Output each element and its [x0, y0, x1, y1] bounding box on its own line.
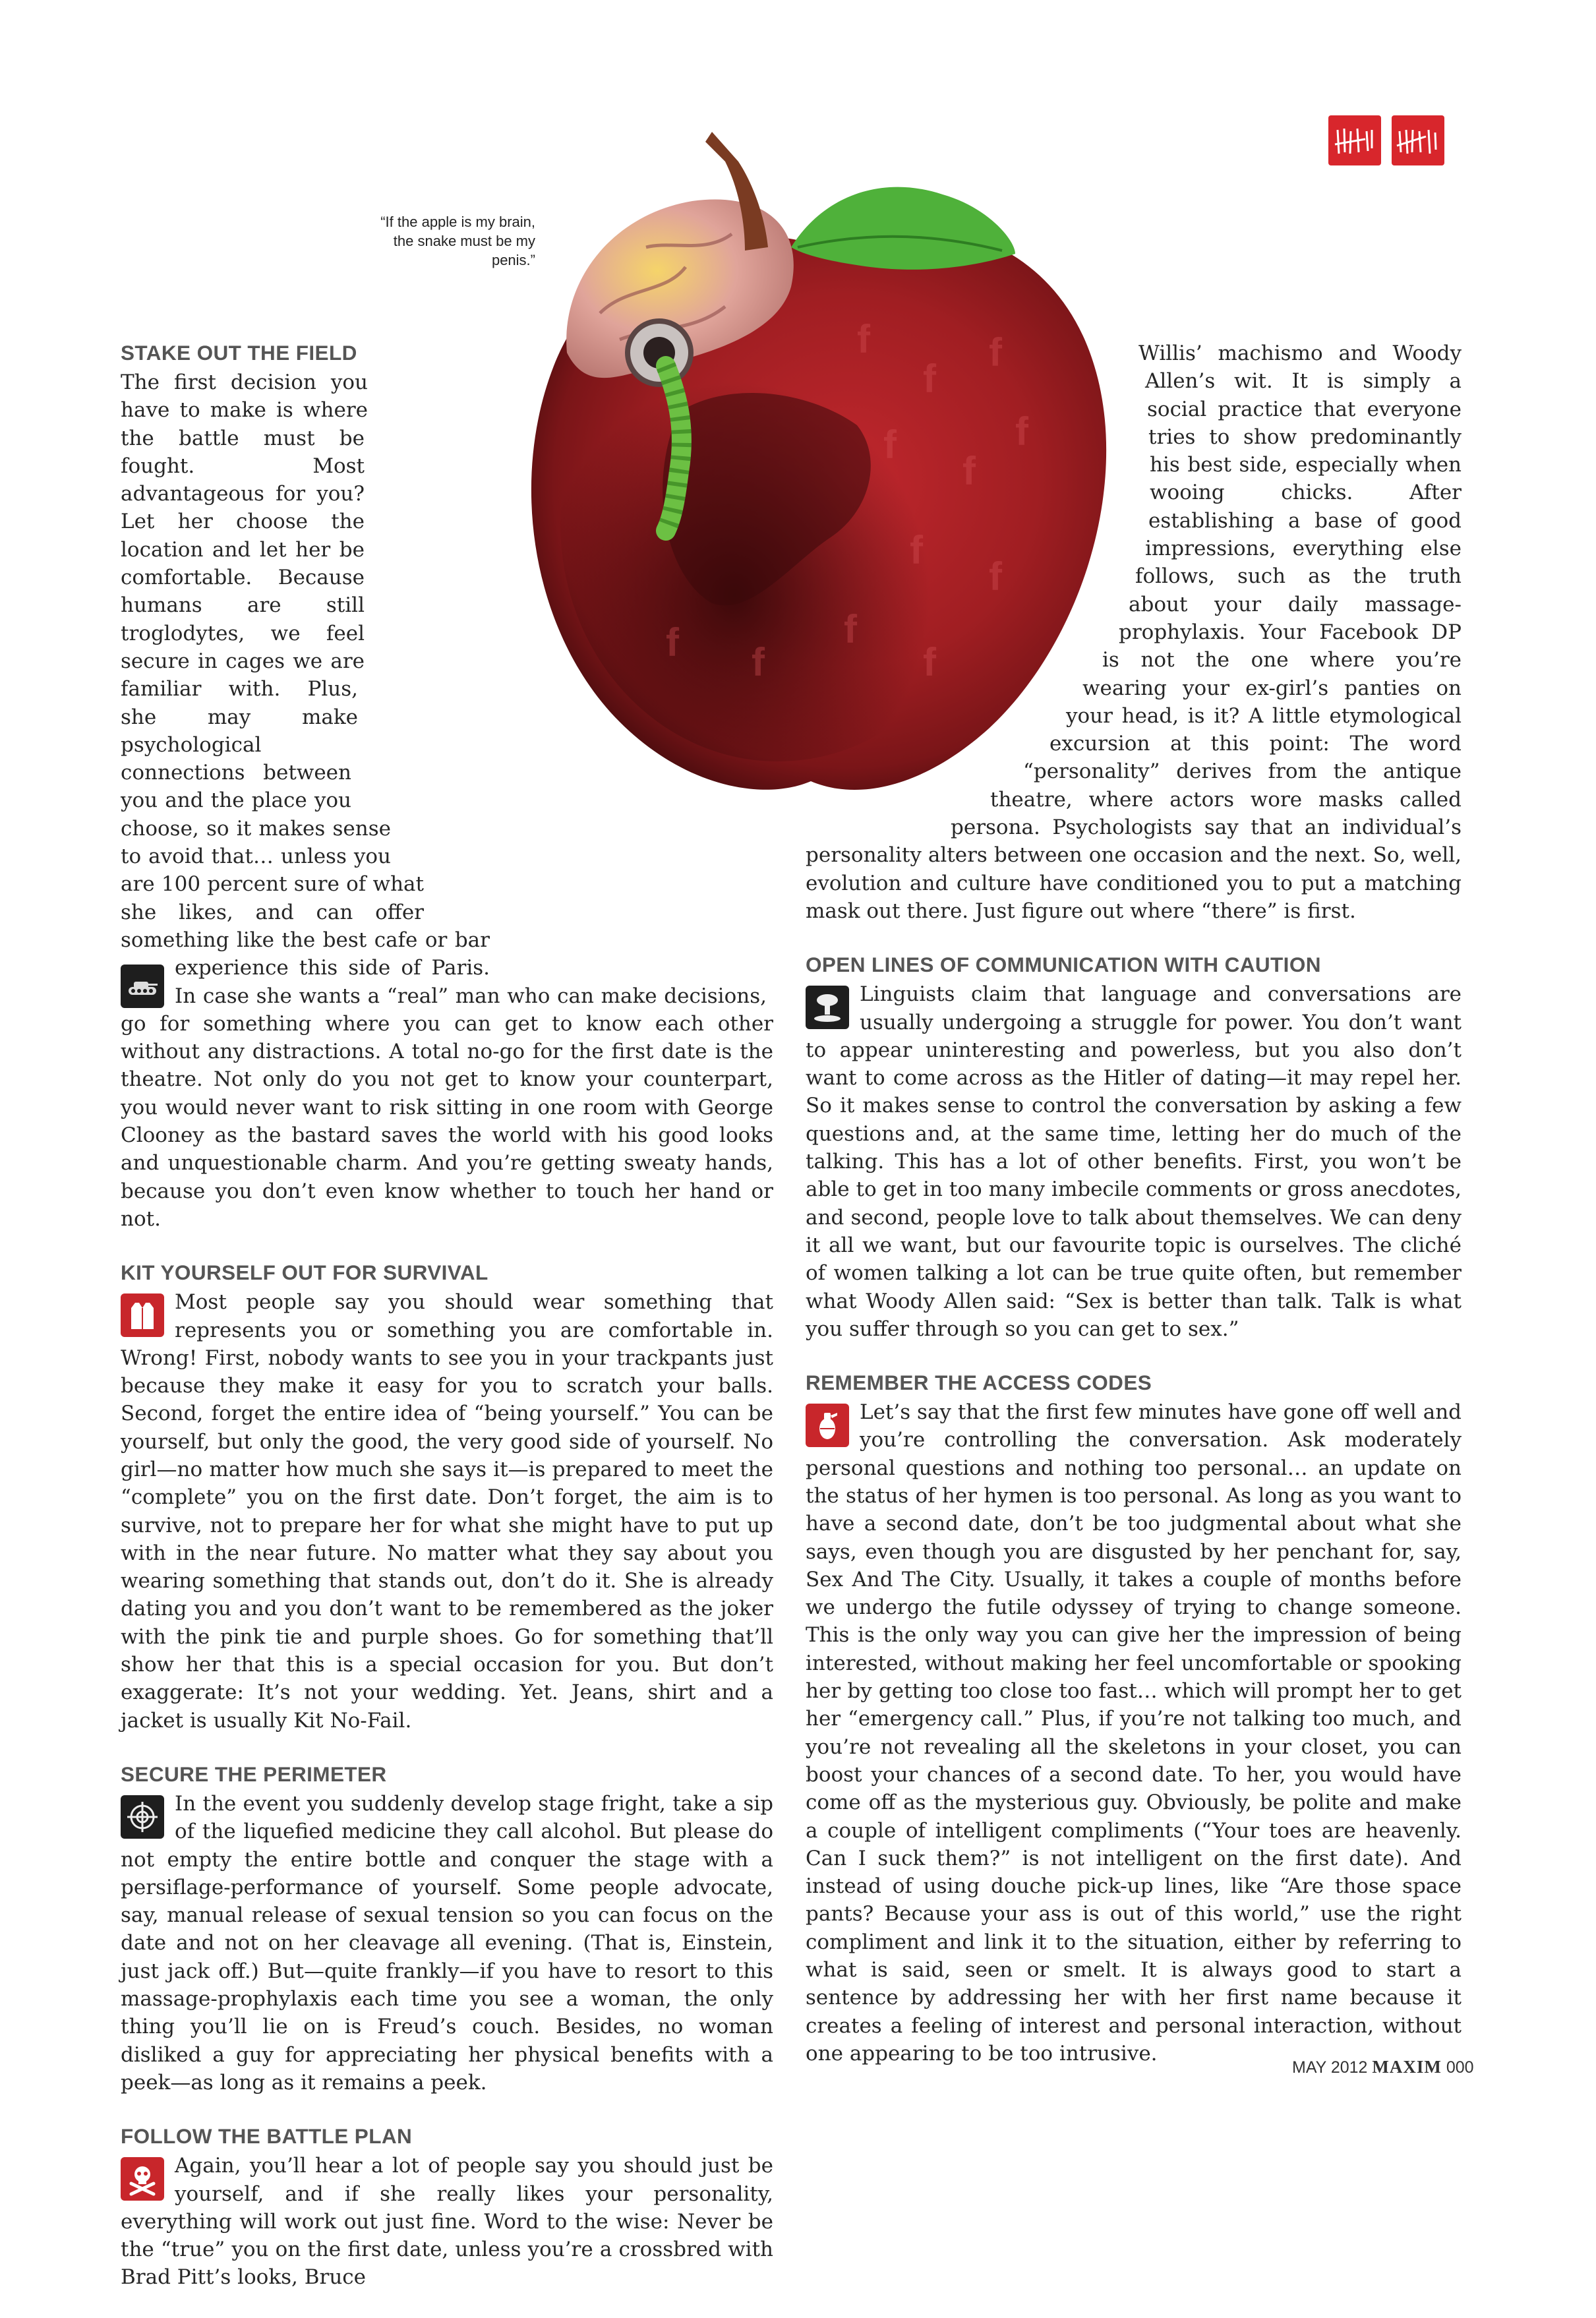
section-heading: KIT YOURSELF OUT FOR SURVIVAL [121, 1261, 488, 1285]
vest-icon [121, 1293, 164, 1337]
svg-text:f: f [923, 357, 936, 401]
svg-text:f: f [844, 607, 857, 651]
tally-marks-icon [1328, 115, 1381, 165]
apple-leaf [791, 187, 1015, 270]
svg-text:f: f [910, 528, 923, 572]
svg-text:f: f [883, 423, 897, 467]
section-body: Most people say you should wear something that represents you or something you are comfortable in. Wrong! First, nobody wants to see you in your trackpants just because they make it easy for you to scratch your balls. Second, forget the entire idea of “being yourself.” You can be yourself, but only the good, the very good side of yourself. No girl—no matter how much she says it—is prepared to meet the “complete” you on the first date. Don’t forget, the aim is to survive, not to prepare her for what she might have to put up with in the near future. No matter what they say about you wearing something that stands out, don’t do it. She is already dating you and you don’t want to be remembered as the joker with the pink tie and purple shoes. Go for something that’ll show her that this is a special occasion for you. But don’t exaggerate: It’s not your wedding. Yet. Jeans, shirt and a jacket is usually Kit No-Fail. [121, 1290, 773, 1733]
page-footer [1292, 2057, 1474, 2077]
section-heading: SECURE THE PERIMETER [121, 1762, 387, 1786]
section-access [806, 1369, 1462, 2067]
section-heading: OPEN LINES OF COMMUNICATION WITH CAUTION [806, 953, 1321, 977]
section-heading: FOLLOW THE BATTLE PLAN [121, 2124, 413, 2149]
section-kit [121, 1259, 773, 1735]
section-body: Let’s say that the first few minutes have gone off well and you’re controlling the conversation. Ask moderately personal questions and nothing too personal… an update on the status of her hymen is too personal. As long as you want to have a second date, don’t be too judgmental about what she says, even though you are disgusted by her penchant for, say, Sex And The City. Usually, it takes a couple of months before we undergo the futile odyssey of trying to change someone. This is the only way you can give her the impression of being interested, without making her feel uncomfortable or spooking her by getting too close too fast… which will prompt her to get her “emergency call.” Plus, if you’re not talking too much, and you’re not revealing all the skeletons in your closet, you can boost your chances of a second date. To her, you would have come off as the mysterious guy. Obviously, be polite and make a couple of intelligent compliments (“Your toes are heavenly. Can I suck them?” is not intelligent on the first date). And instead of using douche pick-up lines, like “Are those space pants? Because your ass is out of this world,” use the right compliment and link it to the situation, either by referring to what is said, seen or smelt. It is always good to start a sentence by addressing her with her first name because it creates a feeling of interest and personal interaction, without one appearing to be too intrusive. [806, 1400, 1462, 2065]
section-body: In the event you suddenly develop stage fright, take a sip of the liquefied medicine they call alcohol. But please do not empty the entire bottle and conquer the stage with a persiflage-performance of yourself. Some people advocate, say, manual release of sexual tension so you can focus on the date and not on her cleavage all evening. (That is, Einstein, just jack off.) But—quite frankly—if you have to resort to this massage-prophylaxis each time you see a woman, the only thing you’ll lie on is Freud’s couch. Besides, no woman disliked a guy for appreciating her physical benefits with a peek—as long as it remains a peek. [121, 1791, 773, 2095]
section-heading: STAKE OUT THE FIELD [121, 341, 357, 365]
left-column [121, 340, 773, 2318]
page-number: 000 [1446, 2058, 1474, 2077]
svg-text:f: f [962, 449, 976, 493]
section-body: The first decision you have to make is where the battle must be fought. Most advantageous for you? Let her choose the location and let her be comfortable. Because humans are still troglodytes, we feel secure in cages we are familiar with. Plus, she may make psychological connections between you and the place you choose, so it makes sense to avoid that… unless you are 100 percent sure of what she likes, and can offer something like the best cafe or bar experience this side of Paris. In case she wants a “real” man who can make decisions, go for something where you can get to know each other without any distractions. A total no-go for the first date is the theatre. Not only do you not get to know your counterpart, you would never want to risk sitting in one room with George Clooney as the bastard saves the world with his good looks and unquestionable charm. And you’re getting sweaty hands, because you don’t even know whether to touch her hand or not. [121, 371, 773, 1231]
svg-text:f: f [989, 330, 1002, 374]
tally-tab-2 [1392, 115, 1444, 165]
svg-text:f: f [923, 640, 936, 684]
section-perimeter [121, 1761, 773, 2096]
right-column [806, 340, 1462, 2094]
tally-marks-icon [1392, 115, 1444, 165]
issue-date: MAY 2012 [1292, 2058, 1368, 2077]
svg-text:f: f [989, 554, 1002, 599]
grenade-icon [806, 1404, 849, 1447]
skull-crossbones-icon [121, 2157, 164, 2201]
svg-text:f: f [1015, 409, 1028, 454]
svg-text:f: f [666, 620, 679, 665]
svg-text:f: f [752, 640, 765, 684]
crosshair-icon [121, 1795, 164, 1839]
explosion-icon [806, 986, 849, 1029]
illustration-caption: “If the apple is my brain, the snake must be my penis.” [380, 214, 535, 268]
section-heading: REMEMBER THE ACCESS CODES [806, 1371, 1152, 1395]
brand-name: MAXIM [1372, 2057, 1442, 2077]
tally-tab-1 [1328, 115, 1381, 165]
section-comm [806, 951, 1462, 1343]
section-body: Linguists claim that language and conversations are usually undergoing a struggle for power. You don’t want to appear uninteresting and powerless, but you also don’t want to come across as the Hitler of dating—it may repel her. So it makes sense to control the conversation by asking a few questions and, at the same time, letting her do much of the talking. This has a lot of other benefits. First, you won’t be able to get in too many imbecile comments or gross anecdotes, and second, people love to talk about themselves. We can deny it all we want, but our favourite topic is ourselves. The cliché of women talking a lot can be true quite often, but remember what Woody Allen said: “Sex is better than talk. Talk is what you suffer through so you can get to sex.” [806, 982, 1462, 1341]
tank-icon [121, 965, 164, 1008]
svg-text:f: f [857, 317, 870, 361]
section-body: Again, you’ll hear a lot of people say you should just be yourself, and if she really likes your personality, everything will work out just fine. Word to the wise: Never be the “true” you on the first date, unless you’re a crossbred with Brad Pitt’s looks, Bruce [121, 2154, 773, 2290]
section-battle [121, 2123, 773, 2291]
section-body: Willis’ machismo and Woody Allen’s wit. It is simply a social practice that everyone tries to show predominantly his best side, especially when wooing chicks. After establishing a base of good impressions, everything else follows, such as the truth about your daily massage-prophylaxis. Your Facebook DP is not the one where you’re wearing your ex-girl’s panties on your head, is it? A little etymological excursion at this point: The word “personality” derives from the antique theatre, where actors wore masks called persona. Psychologists say that an individual’s personality alters between one occasion and the next. So, well, evolution and culture have conditioned you to put a matching mask out there. Just figure out where “there” is first. [806, 342, 1462, 923]
